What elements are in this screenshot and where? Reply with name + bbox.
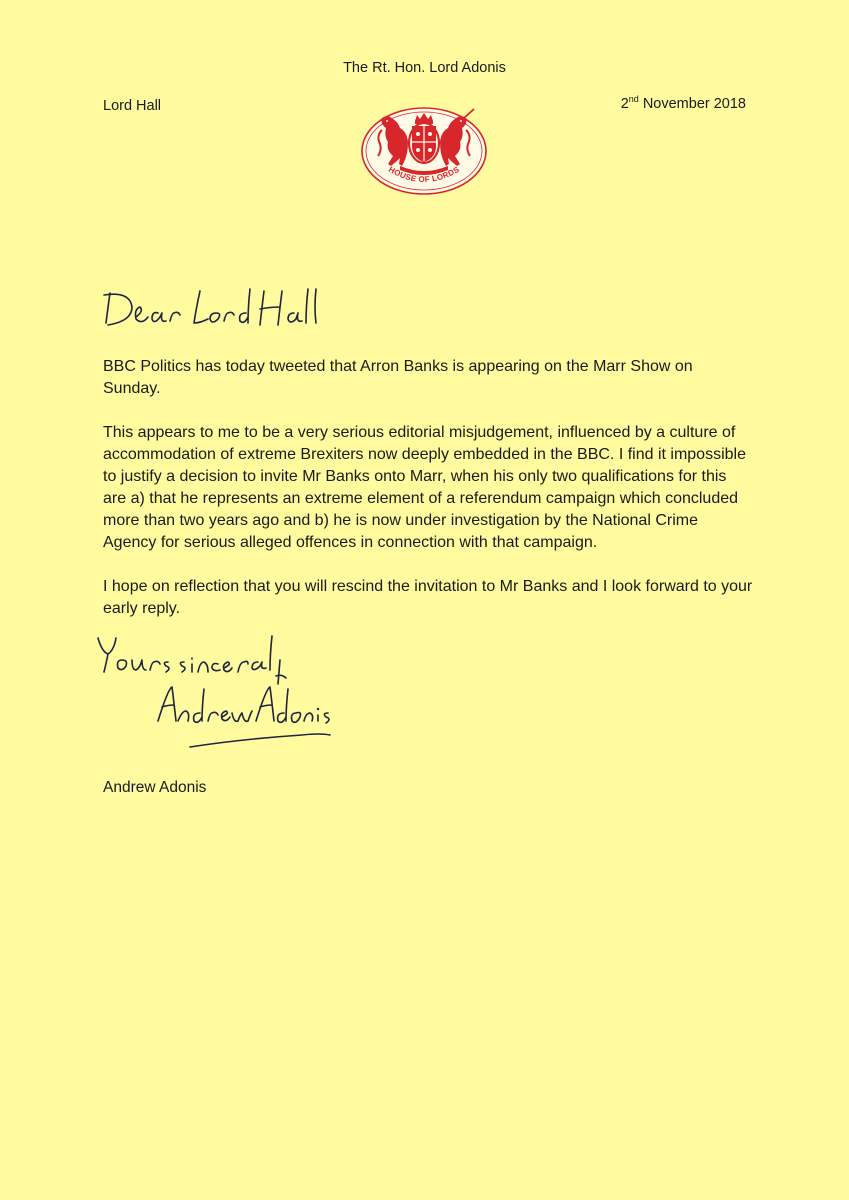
date-day: 2 [620,96,629,112]
date-ordinal: nd [628,94,639,105]
signer-name: Andrew Adonis [103,779,207,796]
recipient-name: Lord Hall [103,98,162,114]
handwritten-salutation [100,283,330,333]
body-paragraph-3: I hope on reflection that you will rescind the invitation to Mr Banks and I look forward to your early reply. [103,578,753,617]
body-paragraph-2: This appears to me to be a very serious editorial misjudgement, influenced by a culture of accommodation of extreme Brexiters now deeply embedded in the BBC. I find it impossible to justify a decision to invite Mr Banks onto Marr, when his only two qualifications for this are a) that he represents an extreme element of a referendum campaign which concluded more than two years ago and b) he is now under investigation by the National Crime Agency for serious alleged offences in connection with that campaign. [103,424,746,551]
body-paragraph-1: BBC Politics has today tweeted that Arron Banks is appearing on the Marr Show on Sunday. [103,358,693,397]
letter-date [621,96,746,112]
sender-name: The Rt. Hon. Lord Adonis [343,60,506,76]
date-rest: November 2018 [638,96,746,112]
handwritten-closing [92,630,292,688]
signature-image [152,683,342,755]
crest-text: HOUSE OF LORDS [387,164,461,185]
house-of-lords-crest-icon [360,106,488,196]
letter-body [103,356,753,642]
